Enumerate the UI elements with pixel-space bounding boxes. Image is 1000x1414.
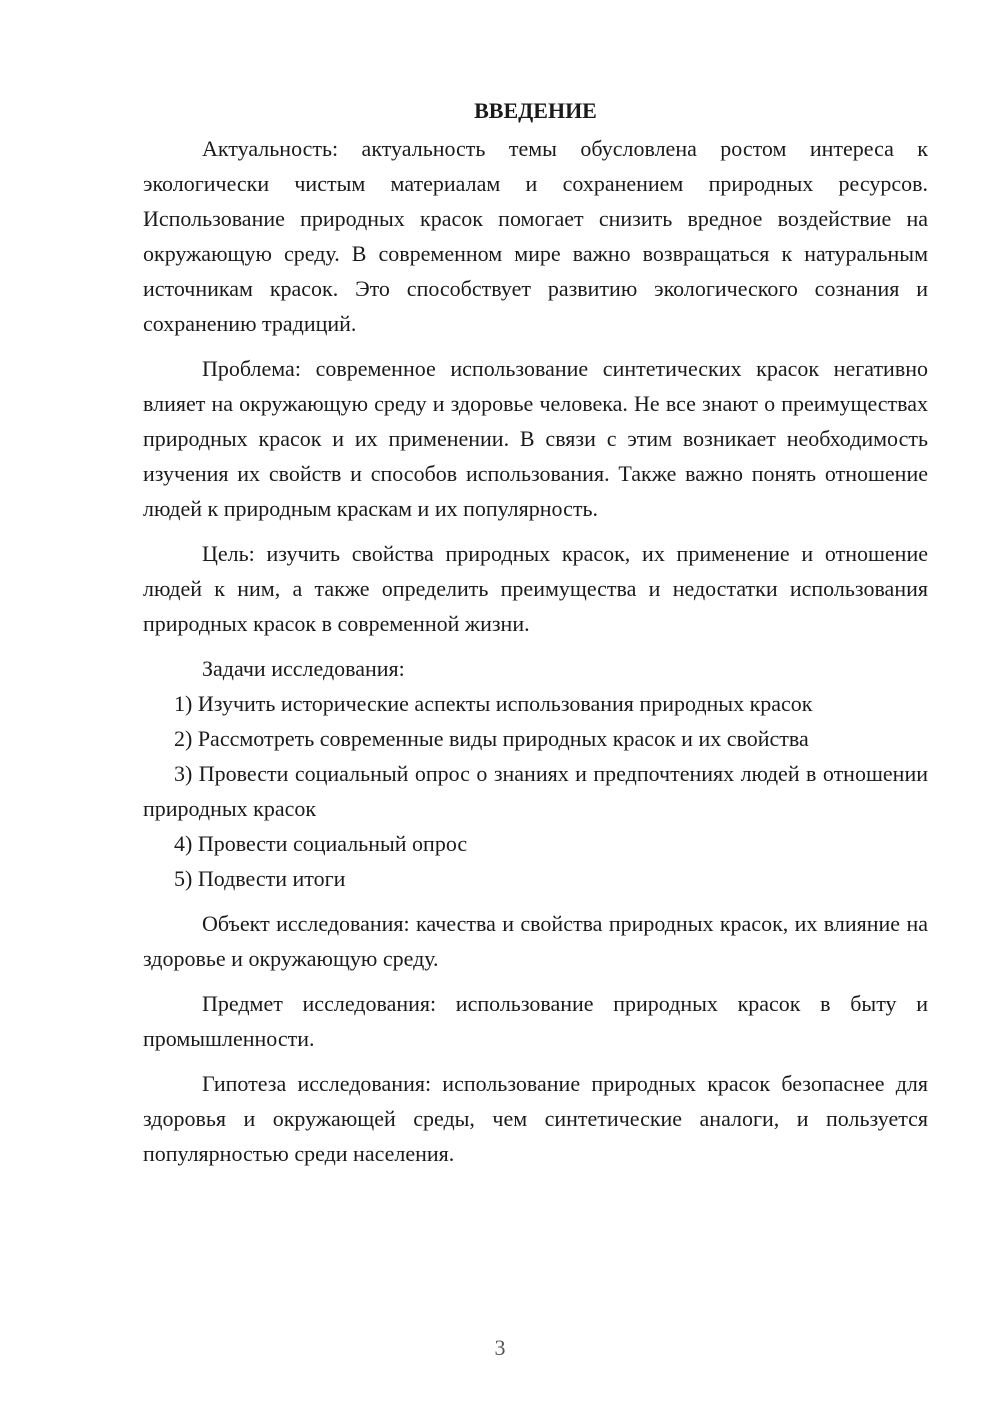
object-paragraph: Объект исследования: качества и свойства природных красок, их влияние на здоровье и окружающую среду. bbox=[143, 911, 928, 971]
section-heading: ВВЕДЕНИЕ bbox=[474, 98, 597, 123]
page-number: 3 bbox=[494, 1335, 506, 1360]
task-item-4: 4) Провести социальный опрос bbox=[174, 831, 468, 856]
hypothesis-paragraph: Гипотеза исследования: использование природных красок безопаснее для здоровья и окружающей среды, чем синтетические аналоги, и пользуется популярностью среди населения. bbox=[143, 1071, 928, 1166]
problem-paragraph: Проблема: современное использование синтетических красок негативно влияет на окружающую среду и здоровье человека. Не все знают о преимуществах природных красок и их применении. В связи с этим возникает необходимость изучения их свойств и способов использования. Также важно понять отношение людей к природным краскам и их популярность. bbox=[143, 356, 928, 521]
tasks-title: Задачи исследования: bbox=[202, 656, 405, 681]
subject-paragraph: Предмет исследования: использование природных красок в быту и промышленности. bbox=[143, 991, 928, 1051]
task-item-3: 3) Провести социальный опрос о знаниях и предпочтениях людей в отношении природных красок bbox=[143, 761, 928, 821]
goal-paragraph: Цель: изучить свойства природных красок, их применение и отношение людей к ним, а также определить преимущества и недостатки использования природных красок в современной жизни. bbox=[143, 541, 928, 636]
task-item-5: 5) Подвести итоги bbox=[174, 866, 346, 891]
relevance-paragraph: Актуальность: актуальность темы обусловлена ростом интереса к экологически чистым материалам и сохранением природных ресурсов. Использование природных красок помогает снизить вредное воздействие на окружающую среду. В современном мире важно возвращаться к натуральным источникам красок. Это способствует развитию экологического сознания и сохранению традиций. bbox=[143, 136, 928, 336]
task-item-2: 2) Рассмотреть современные виды природных красок и их свойства bbox=[174, 726, 809, 751]
page-content bbox=[143, 93, 928, 1171]
task-item-1: 1) Изучить исторические аспекты использования природных красок bbox=[174, 691, 813, 716]
